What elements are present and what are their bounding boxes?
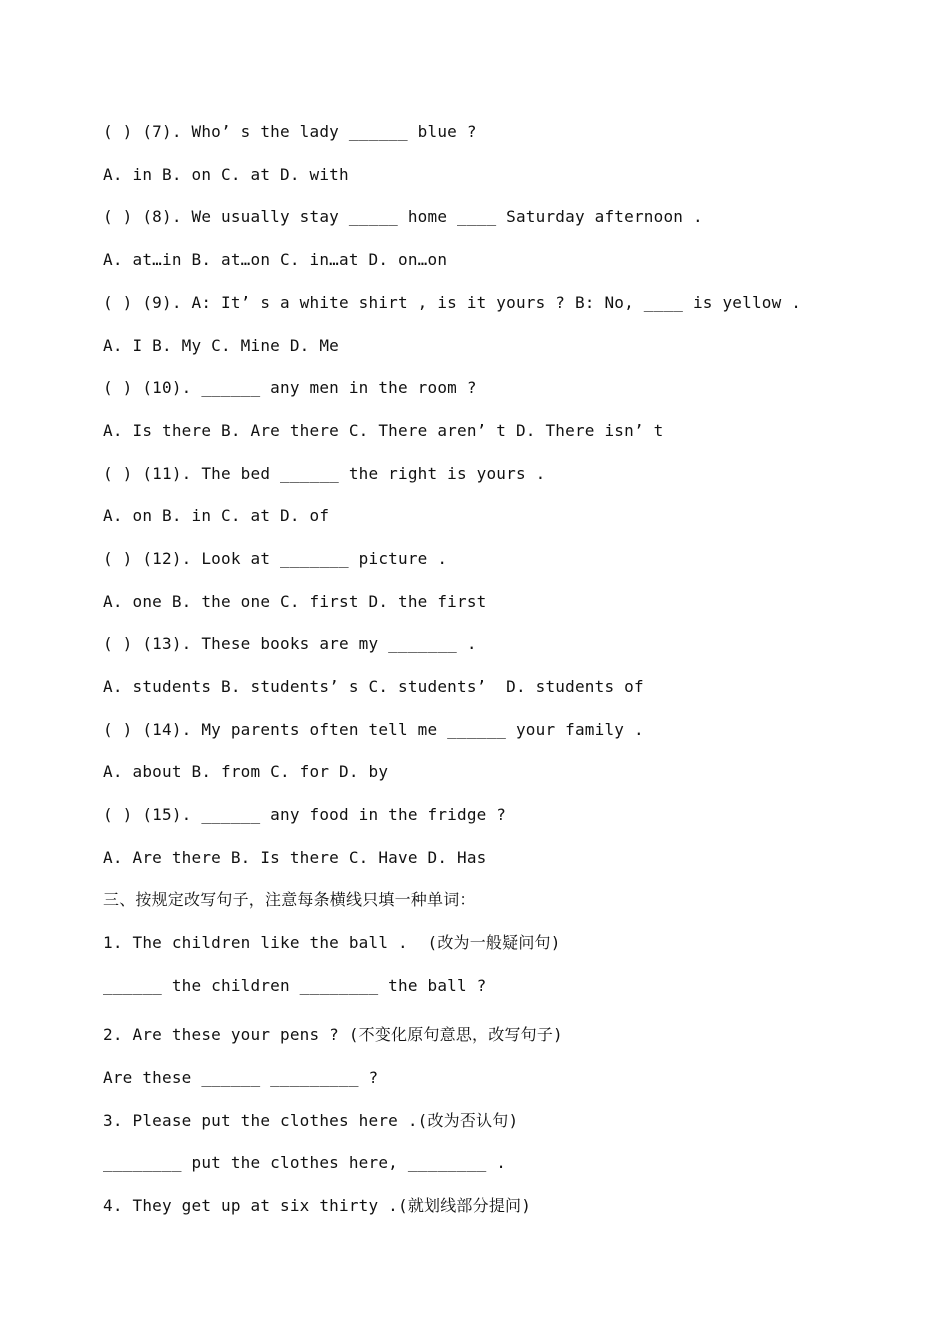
options-15: A. Are there B. Is there C. Have D. Has	[103, 848, 487, 867]
section-heading-3: 三、按规定改写句子，注意每条横线只填一种单词：	[103, 890, 476, 909]
question-7: ( ) (7). Who’ s the lady ______ blue ?	[103, 122, 477, 141]
options-7: A. in B. on C. at D. with	[103, 165, 349, 184]
rewrite-3-prompt: 3. Please put the clothes here .(改为否认句)	[103, 1111, 519, 1130]
rewrite-2-prompt: 2. Are these your pens ? (不变化原句意思，改写句子)	[103, 1025, 563, 1044]
rewrite-3-answer: ________ put the clothes here, ________ .	[103, 1153, 507, 1172]
question-15: ( ) (15). ______ any food in the fridge ?	[103, 805, 507, 824]
options-11: A. on B. in C. at D. of	[103, 506, 330, 525]
question-9: ( ) (9). A: It’ s a white shirt , is it yours ? B: No, ____ is yellow .	[103, 293, 802, 312]
question-12: ( ) (12). Look at _______ picture .	[103, 549, 448, 568]
question-13: ( ) (13). These books are my _______ .	[103, 634, 477, 653]
question-8: ( ) (8). We usually stay _____ home ____ Saturday afternoon .	[103, 207, 703, 226]
question-10: ( ) (10). ______ any men in the room ?	[103, 378, 477, 397]
rewrite-4-prompt: 4. They get up at six thirty .(就划线部分提问)	[103, 1196, 532, 1215]
question-11: ( ) (11). The bed ______ the right is yours .	[103, 464, 546, 483]
options-14: A. about B. from C. for D. by	[103, 762, 389, 781]
options-9: A. I B. My C. Mine D. Me	[103, 336, 339, 355]
options-12: A. one B. the one C. first D. the first	[103, 592, 487, 611]
rewrite-2-answer: Are these ______ _________ ?	[103, 1068, 379, 1087]
options-8: A. at…in B. at…on C. in…at D. on…on	[103, 250, 448, 269]
rewrite-1-answer: ______ the children ________ the ball ?	[103, 976, 487, 995]
options-13: A. students B. students’ s C. students’ D. students of	[103, 677, 644, 696]
question-14: ( ) (14). My parents often tell me ______ your family .	[103, 720, 644, 739]
rewrite-1-prompt: 1. The children like the ball . (改为一般疑问句)	[103, 933, 561, 952]
options-10: A. Is there B. Are there C. There aren’ t D. There isn’ t	[103, 421, 664, 440]
